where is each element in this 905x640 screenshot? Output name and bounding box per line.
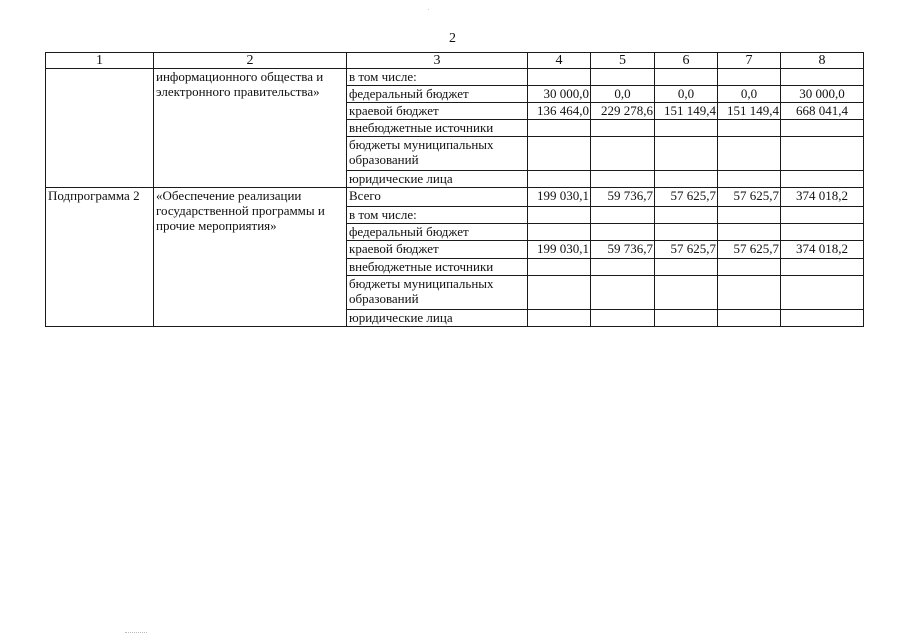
value-cell	[718, 310, 781, 327]
value-cell	[591, 310, 655, 327]
budget-table	[45, 52, 864, 327]
funding-source-cell: краевой бюджет	[347, 103, 528, 120]
value-cell: 0,0	[718, 86, 781, 103]
funding-source-cell: внебюджетные источники	[347, 259, 528, 276]
funding-source-cell: внебюджетные источники	[347, 120, 528, 137]
value-cell: 59 736,7	[591, 188, 655, 207]
value-cell	[718, 259, 781, 276]
value-cell	[781, 120, 864, 137]
value-cell	[528, 207, 591, 224]
value-cell	[781, 310, 864, 327]
value-cell: 229 278,6	[591, 103, 655, 120]
value-cell: 0,0	[591, 86, 655, 103]
value-cell: 151 149,4	[655, 103, 718, 120]
funding-source-cell: федеральный бюджет	[347, 86, 528, 103]
value-cell: 151 149,4	[718, 103, 781, 120]
value-cell	[655, 207, 718, 224]
value-cell	[528, 69, 591, 86]
page-number: 2	[449, 31, 456, 46]
value-cell: 199 030,1	[528, 241, 591, 259]
value-cell	[781, 259, 864, 276]
value-cell	[718, 137, 781, 171]
value-cell: 30 000,0	[781, 86, 864, 103]
value-cell	[528, 137, 591, 171]
header-cell: 5	[591, 53, 655, 69]
funding-source-cell: краевой бюджет	[347, 241, 528, 259]
header-cell: 2	[154, 53, 347, 69]
value-cell	[591, 276, 655, 310]
value-cell	[718, 224, 781, 241]
value-cell	[528, 310, 591, 327]
value-cell: 57 625,7	[718, 241, 781, 259]
value-cell: 57 625,7	[655, 241, 718, 259]
scan-artifact	[428, 9, 429, 10]
value-cell: 374 018,2	[781, 241, 864, 259]
value-cell	[591, 120, 655, 137]
value-cell: 668 041,4	[781, 103, 864, 120]
header-cell: 8	[781, 53, 864, 69]
header-row	[46, 53, 864, 69]
value-cell	[528, 171, 591, 188]
scan-artifact	[125, 632, 147, 636]
value-cell: 199 030,1	[528, 188, 591, 207]
funding-source-cell: федеральный бюджет	[347, 224, 528, 241]
value-cell	[528, 224, 591, 241]
funding-source-cell: бюджеты муниципальных образований	[347, 137, 528, 171]
value-cell	[655, 120, 718, 137]
value-cell	[781, 171, 864, 188]
value-cell: 57 625,7	[718, 188, 781, 207]
value-cell: 30 000,0	[528, 86, 591, 103]
value-cell	[591, 137, 655, 171]
table-row	[46, 69, 864, 86]
funding-source-cell: в том числе:	[347, 69, 528, 86]
header-cell: 6	[655, 53, 718, 69]
value-cell: 136 464,0	[528, 103, 591, 120]
value-cell	[781, 224, 864, 241]
value-cell	[718, 69, 781, 86]
value-cell	[528, 120, 591, 137]
value-cell: 0,0	[655, 86, 718, 103]
value-cell: 374 018,2	[781, 188, 864, 207]
funding-source-cell: в том числе:	[347, 207, 528, 224]
value-cell	[655, 276, 718, 310]
value-cell	[528, 259, 591, 276]
value-cell	[591, 224, 655, 241]
value-cell	[718, 207, 781, 224]
value-cell	[655, 69, 718, 86]
header-cell: 3	[347, 53, 528, 69]
value-cell	[591, 259, 655, 276]
value-cell	[781, 69, 864, 86]
value-cell	[781, 276, 864, 310]
funding-source-cell: юридические лица	[347, 171, 528, 188]
value-cell	[655, 259, 718, 276]
value-cell	[781, 137, 864, 171]
header-cell: 4	[528, 53, 591, 69]
program-title-cell: «Обеспечение реализации государственной программы и прочие мероприятия»	[154, 188, 347, 327]
value-cell	[655, 137, 718, 171]
funding-source-cell: бюджеты муниципальных образований	[347, 276, 528, 310]
value-cell	[718, 276, 781, 310]
header-cell: 1	[46, 53, 154, 69]
value-cell	[591, 171, 655, 188]
value-cell: 57 625,7	[655, 188, 718, 207]
funding-source-cell: Всего	[347, 188, 528, 207]
value-cell	[591, 69, 655, 86]
program-title-cell: информационного общества и электронного правительства»	[154, 69, 347, 188]
value-cell	[718, 171, 781, 188]
value-cell	[528, 276, 591, 310]
header-cell: 7	[718, 53, 781, 69]
funding-source-cell: юридические лица	[347, 310, 528, 327]
value-cell	[718, 120, 781, 137]
value-cell: 59 736,7	[591, 241, 655, 259]
value-cell	[781, 207, 864, 224]
program-code-cell	[46, 69, 154, 188]
table-row	[46, 188, 864, 207]
value-cell	[655, 310, 718, 327]
value-cell	[655, 171, 718, 188]
program-code-cell: Подпрограмма 2	[46, 188, 154, 327]
value-cell	[591, 207, 655, 224]
value-cell	[655, 224, 718, 241]
